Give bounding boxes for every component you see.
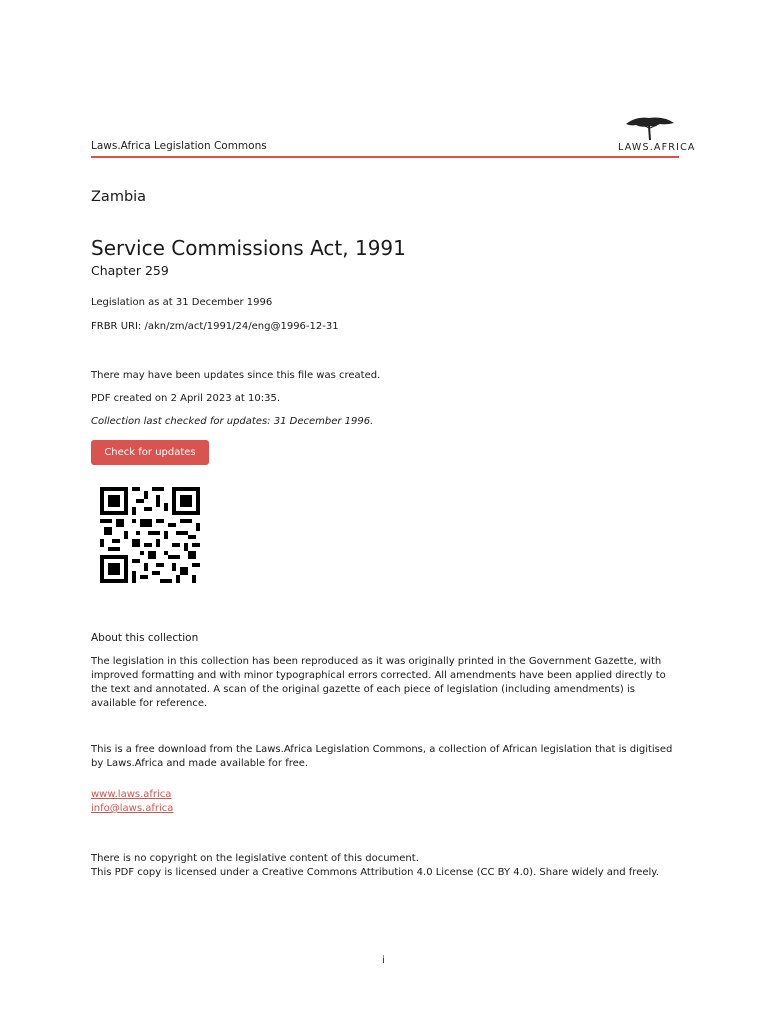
chapter-label: Chapter 259 — [91, 263, 169, 278]
page-number: i — [382, 955, 385, 966]
document-title: Service Commissions Act, 1991 — [91, 236, 406, 260]
website-link[interactable]: www.laws.africa — [91, 789, 172, 800]
about-heading: About this collection — [91, 632, 199, 644]
collection-name: Laws.Africa Legislation Commons — [91, 140, 267, 152]
frbr-uri: FRBR URI: /akn/zm/act/1991/24/eng@1996-12-31 — [91, 321, 339, 332]
last-checked-note: Collection last checked for updates: 31 December 1996. — [91, 416, 374, 427]
header-divider — [91, 156, 679, 158]
qr-code-icon[interactable] — [100, 487, 200, 583]
legislation-date: Legislation as at 31 December 1996 — [91, 297, 273, 308]
update-notice: There may have been updates since this file was created. — [91, 370, 381, 381]
license-notice: This PDF copy is licensed under a Creative Commons Attribution 4.0 License (CC BY 4.0). Share widely and freely. — [91, 867, 659, 878]
check-for-updates-button[interactable]: Check for updates — [91, 440, 209, 465]
about-paragraph: The legislation in this collection has been reproduced as it was originally printed in the Government Gazette, with improved formatting and with minor typographical errors corrected. All amendments have been applied directly to the text and annotated. A scan of the original gazette of each piece of legislation (including amendments) is available for reference. — [91, 656, 666, 709]
email-link[interactable]: info@laws.africa — [91, 803, 174, 814]
logo-text: LAWS.AFRICA — [618, 142, 696, 153]
pdf-created-date: PDF created on 2 April 2023 at 10:35. — [91, 393, 280, 404]
country-name: Zambia — [91, 189, 147, 205]
copyright-notice: There is no copyright on the legislative content of this document. — [91, 853, 419, 864]
free-download-paragraph: This is a free download from the Laws.Africa Legislation Commons, a collection of African legislation that is digitised by Laws.Africa and made available for free. — [91, 744, 673, 769]
